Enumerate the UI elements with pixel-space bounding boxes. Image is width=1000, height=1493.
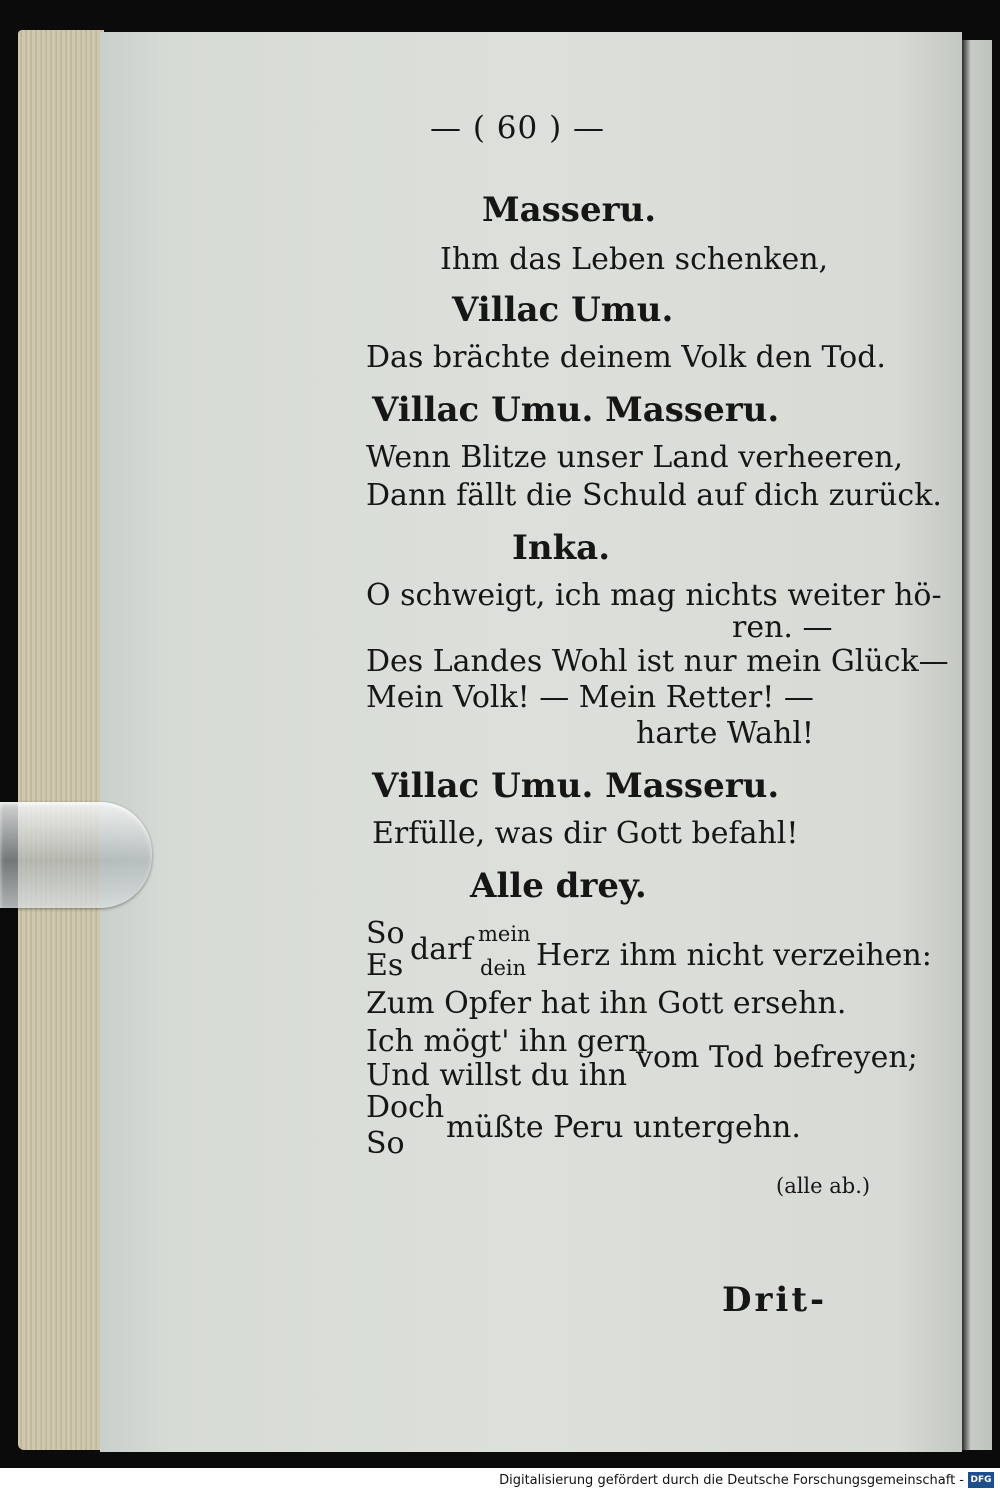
stage-direction: (alle ab.) <box>776 1174 871 1198</box>
verse-line: Dann fällt die Schuld auf dich zurück. <box>366 478 942 513</box>
verse-line: Ich mögt' ihn gern <box>366 1024 648 1059</box>
verse-line: müßte Peru untergehn. <box>446 1110 801 1145</box>
verse-line: Zum Opfer hat ihn Gott ersehn. <box>366 986 847 1021</box>
verse-word: So <box>366 916 405 951</box>
page-edges <box>18 30 104 1450</box>
verse-word: mein <box>478 922 531 946</box>
dfg-logo-icon: DFG <box>968 1472 994 1488</box>
verse-line: Des Landes Wohl ist nur mein Glück— <box>366 644 949 679</box>
verse-line: harte Wahl! <box>636 716 814 751</box>
verse-line: Mein Volk! — Mein Retter! — <box>366 680 814 715</box>
verse-line: Herz ihm nicht verzeihen: <box>536 938 932 973</box>
verse-word: dein <box>480 956 527 980</box>
verse-word: Doch <box>366 1090 445 1125</box>
page-number: — ( 60 ) — <box>430 110 606 146</box>
footer-credit: Digitalisierung gefördert durch die Deutsche Forschungsgemeinschaft - <box>499 1473 964 1488</box>
verse-word: So <box>366 1126 405 1161</box>
speaker-heading: Villac Umu. <box>452 290 674 330</box>
speaker-heading: Villac Umu. Masseru. <box>372 390 780 430</box>
bookmark-tab <box>0 802 152 908</box>
verse-line: Erfülle, was dir Gott befahl! <box>372 816 799 851</box>
verse-word: Es <box>366 948 404 983</box>
next-page-edge <box>962 40 992 1450</box>
verse-word: darf <box>410 932 473 967</box>
catchword: Drit- <box>722 1280 828 1320</box>
footer-bar <box>0 1468 1000 1493</box>
verse-line: vom Tod befreyen; <box>636 1040 918 1075</box>
speaker-heading: Inka. <box>512 528 611 568</box>
verse-line: Und willst du ihn <box>366 1058 628 1093</box>
speaker-heading: Masseru. <box>482 190 657 230</box>
speaker-heading: Villac Umu. Masseru. <box>372 766 780 806</box>
verse-line: ren. — <box>732 610 833 645</box>
verse-line: Ihm das Leben schenken, <box>440 242 829 277</box>
speaker-heading: Alle drey. <box>470 866 647 906</box>
verse-line: O schweigt, ich mag nichts weiter hö- <box>366 578 942 613</box>
verse-line: Das brächte deinem Volk den Tod. <box>366 340 886 375</box>
verse-line: Wenn Blitze unser Land verheeren, <box>366 440 904 475</box>
